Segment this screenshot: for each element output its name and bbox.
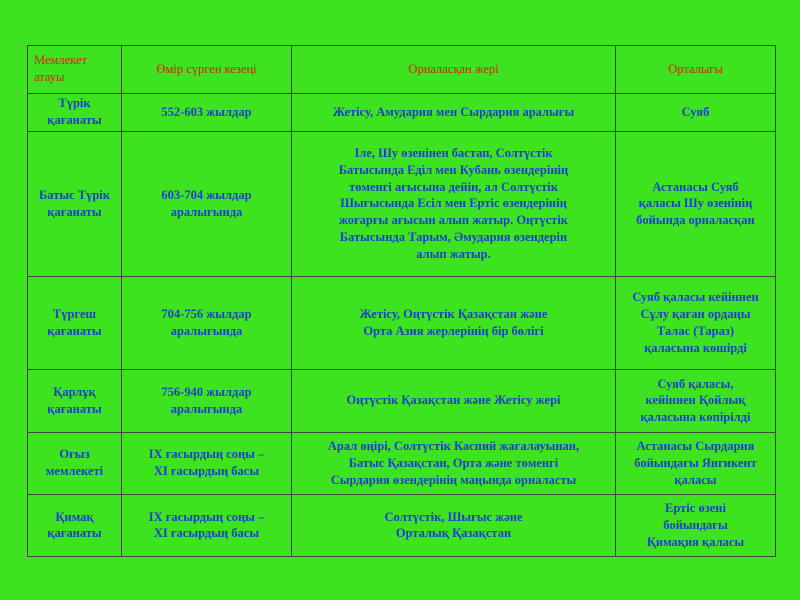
table-row <box>28 494 776 556</box>
cell-location: Оңтүстік Қазақстан және Жетісу жері <box>292 370 616 432</box>
cell-state-name: Оғыз мемлекеті <box>28 432 122 494</box>
table-row <box>28 131 776 276</box>
cell-location: Іле, Шу өзенінен бастап, Солтүстік Батысында Еділ мен Кубань өзендерінің төменгі ағысына дейін, ал Солтүстік Шығысында Есіл мен Ертіс өзендерінің жоғарғы ағысын алып жатыр. Оңтүстік Батысында Тарым, Әмудария өзендерін алып жатыр. <box>292 131 616 276</box>
cell-state-name: Түргеш қағанаты <box>28 276 122 369</box>
cell-period: IX ғасырдың соңы – XI ғасырдың басы <box>122 494 292 556</box>
cell-center: Астанасы Суяб қаласы Шу өзенінің бойында орналасқан <box>616 131 776 276</box>
table-row <box>28 432 776 494</box>
cell-state-name: Қимақ қағанаты <box>28 494 122 556</box>
header-location: Орналасқан жері <box>292 46 616 94</box>
cell-period: IX ғасырдың соңы – XI ғасырдың басы <box>122 432 292 494</box>
cell-location: Арал өңірі, Солтүстік Каспий жағалауынан, Батыс Қазақстан, Орта және төменгі Сырдария өзендерінің маңында орналасты <box>292 432 616 494</box>
table-row <box>28 93 776 131</box>
cell-center: Суяб <box>616 93 776 131</box>
cell-center: Суяб қаласы, кейіннен Қойлық қаласына көпірілді <box>616 370 776 432</box>
header-state-name: Мемлекет атауы <box>28 46 122 94</box>
cell-location: Солтүстік, Шығыс және Орталық Қазақстан <box>292 494 616 556</box>
cell-state-name: Қарлұқ қағанаты <box>28 370 122 432</box>
cell-location: Жетісу, Амудария мен Сырдария аралығы <box>292 93 616 131</box>
cell-period: 756-940 жылдар аралығында <box>122 370 292 432</box>
cell-center: Ертіс өзені бойындағы Қимақия қаласы <box>616 494 776 556</box>
table-header-row <box>28 46 776 94</box>
states-table <box>27 45 776 557</box>
cell-state-name: Түрік қағанаты <box>28 93 122 131</box>
states-table-container <box>27 45 775 557</box>
header-period: Өмір сүрген кезеңі <box>122 46 292 94</box>
table-row <box>28 276 776 369</box>
cell-center: Астанасы Сырдария бойындағы Янгикент қаласы <box>616 432 776 494</box>
cell-period: 552-603 жылдар <box>122 93 292 131</box>
cell-location: Жетісу, Оңтүстік Қазақстан және Орта Азия жерлерінің бір бөлігі <box>292 276 616 369</box>
header-center: Орталығы <box>616 46 776 94</box>
cell-state-name: Батыс Түрік қағанаты <box>28 131 122 276</box>
cell-center: Суяб қаласы кейіннен Сұлу қаған ордаңы Талас (Тараз) қаласына көшірді <box>616 276 776 369</box>
cell-period: 603-704 жылдар аралығында <box>122 131 292 276</box>
cell-period: 704-756 жылдар аралығында <box>122 276 292 369</box>
table-row <box>28 370 776 432</box>
